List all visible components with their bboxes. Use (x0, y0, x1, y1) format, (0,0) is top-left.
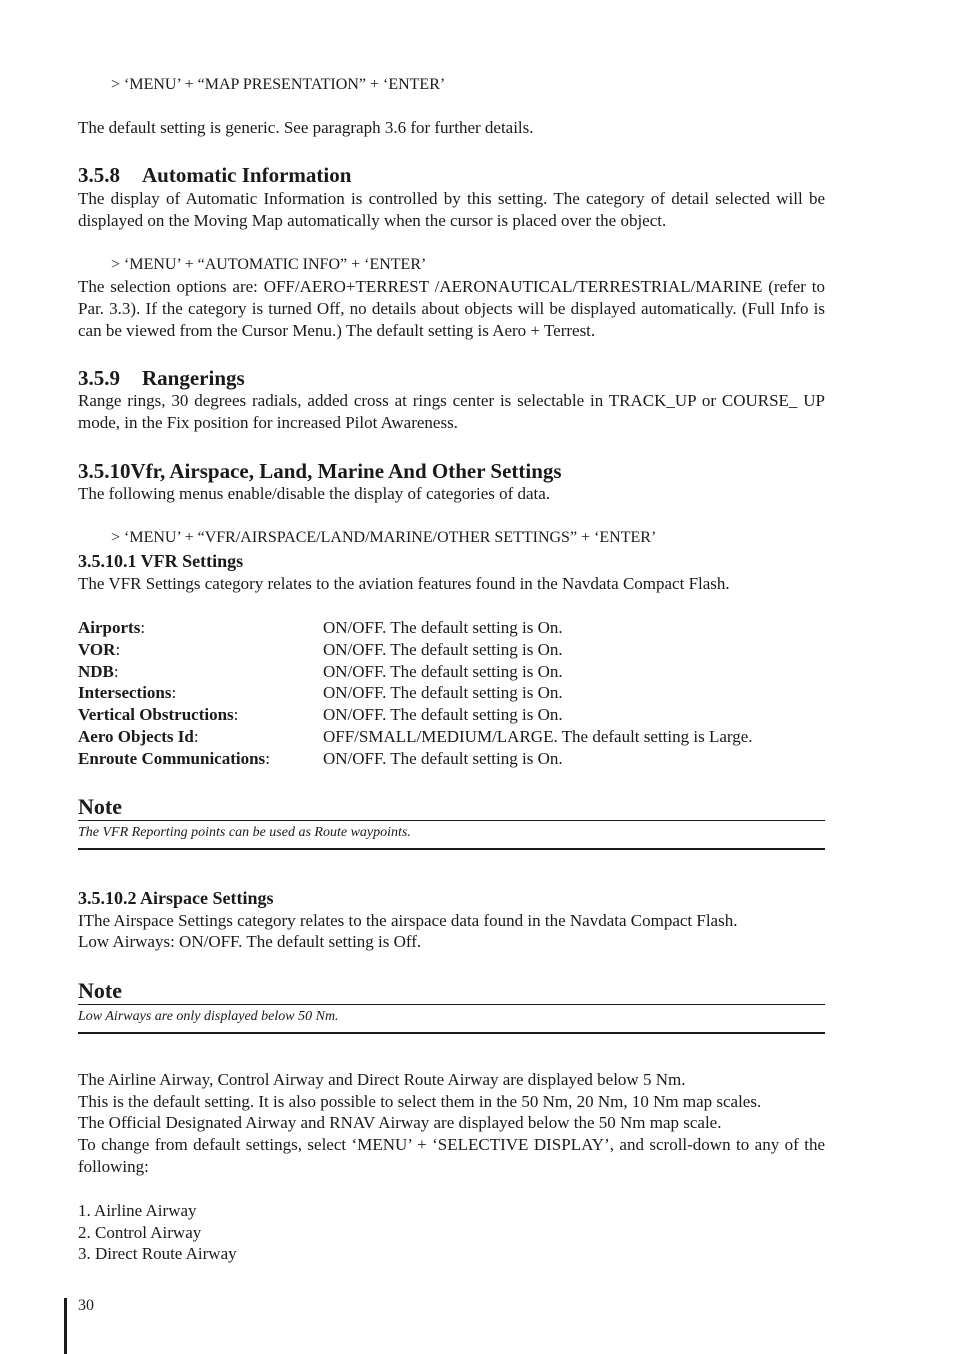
low-airways-setting: Low Airways: ON/OFF. The default setting is Off. (78, 932, 422, 951)
table-row: Aero Objects Id: OFF/SMALL/MEDIUM/LARGE. The default setting is Large. (78, 726, 825, 748)
note-text: The VFR Reporting points can be used as Route waypoints. (78, 825, 411, 840)
section-heading-3-5-8 (78, 163, 825, 187)
page-number: 30 (78, 1297, 94, 1314)
section-number: 3.5.8 (78, 163, 120, 187)
note-box-airspace (78, 978, 825, 1034)
settings-intro-text: The following menus enable/disable the display of categories of data. (78, 484, 551, 503)
menu-command-map-presentation: > ‘MENU’ + “MAP PRESENTATION” + ‘ENTER’ (111, 76, 446, 93)
note-text: Low Airways are only displayed below 50 Nm. (78, 1009, 339, 1024)
table-row: Vertical Obstructions: ON/OFF. The default setting is On. (78, 704, 825, 726)
setting-key: Aero Objects Id (78, 726, 194, 746)
table-row: Intersections: ON/OFF. The default setting is On. (78, 682, 825, 704)
airways-text-line: The Official Designated Airway and RNAV Airway are displayed below the 50 Nm map scale. (78, 1113, 722, 1132)
section-heading-3-5-9 (78, 366, 825, 390)
automatic-info-options: The selection options are: OFF/AERO+TERREST /AERONAUTICAL/TERRESTRIAL/MARINE (refer to Par. 3.3). If the category is turned Off, no details about objects will be displayed automatically. (Full Info is can be viewed from the Cursor Menu.) The default setting is Aero + Terrest. (78, 277, 825, 340)
subsection-heading-airspace-settings: 3.5.10.2 Airspace Settings (78, 888, 274, 908)
section-title: Automatic Information (142, 163, 352, 187)
setting-key: Intersections (78, 683, 172, 703)
menu-command-automatic-info: > ‘MENU’ + “AUTOMATIC INFO” + ‘ENTER’ (111, 256, 427, 273)
section-title: Vfr, Airspace, Land, Marine And Other Settings (130, 459, 562, 483)
section-number: 3.5.9 (78, 366, 120, 390)
automatic-info-body: The display of Automatic Information is controlled by this setting. The category of detail selected will be displayed on the Moving Map automatically when the cursor is placed over the object. (78, 189, 825, 230)
setting-value: ON/OFF. The default setting is On. (323, 639, 563, 659)
table-row: Airports: ON/OFF. The default setting is On. (78, 617, 825, 639)
setting-value: ON/OFF. The default setting is On. (323, 748, 563, 768)
setting-key: Enroute Communications (78, 748, 266, 768)
subsection-heading-vfr-settings: 3.5.10.1 VFR Settings (78, 551, 244, 571)
section-number: 3.5.10 (78, 459, 131, 483)
setting-key: VOR (78, 639, 116, 659)
rangerings-body: Range rings, 30 degrees radials, added cross at rings center is selectable in TRACK_UP or COURSE_ UP mode, in the Fix position for increased Pilot Awareness. (78, 391, 825, 432)
table-row: Enroute Communications: ON/OFF. The default setting is On. (78, 748, 825, 770)
setting-value: ON/OFF. The default setting is On. (323, 705, 563, 725)
setting-value: ON/OFF. The default setting is On. (323, 618, 563, 637)
vfr-settings-table (78, 617, 825, 770)
setting-key: Vertical Obstructions (78, 705, 234, 725)
setting-value: ON/OFF. The default setting is On. (323, 683, 563, 703)
table-row: VOR: ON/OFF. The default setting is On. (78, 639, 825, 661)
table-row: NDB: ON/OFF. The default setting is On. (78, 661, 825, 683)
list-item: 3. Direct Route Airway (78, 1244, 237, 1263)
section-heading-3-5-10 (78, 459, 825, 483)
note-title: Note (78, 978, 825, 1005)
airspace-settings-body: IThe Airspace Settings category relates to the airspace data found in the Navdata Compact Flash. (78, 911, 738, 930)
airways-text-line: The Airline Airway, Control Airway and Direct Route Airway are displayed below 5 Nm. (78, 1070, 686, 1089)
list-item: 1. Airline Airway (78, 1201, 197, 1220)
setting-key: Airports (78, 618, 141, 637)
setting-value: OFF/SMALL/MEDIUM/LARGE. The default setting is Large. (323, 726, 753, 746)
airways-text-line: To change from default settings, select ‘MENU’ + ‘SELECTIVE DISPLAY’, and scroll-down to any of the following: (78, 1135, 825, 1176)
vfr-settings-body: The VFR Settings category relates to the aviation features found in the Navdata Compact Flash. (78, 574, 730, 593)
default-generic-text: The default setting is generic. See paragraph 3.6 for further details. (78, 118, 534, 137)
airways-text-line: This is the default setting. It is also possible to select them in the 50 Nm, 20 Nm, 10 Nm map scales. (78, 1092, 762, 1111)
menu-command-vfr-settings: > ‘MENU’ + “VFR/AIRSPACE/LAND/MARINE/OTHER SETTINGS” + ‘ENTER’ (111, 529, 657, 546)
section-title: Rangerings (142, 366, 245, 390)
note-box-vfr (78, 794, 825, 850)
setting-value: ON/OFF. The default setting is On. (323, 661, 563, 681)
note-title: Note (78, 794, 825, 821)
list-item: 2. Control Airway (78, 1223, 202, 1242)
setting-key: NDB (78, 661, 114, 681)
page-margin-bar (64, 1298, 67, 1354)
